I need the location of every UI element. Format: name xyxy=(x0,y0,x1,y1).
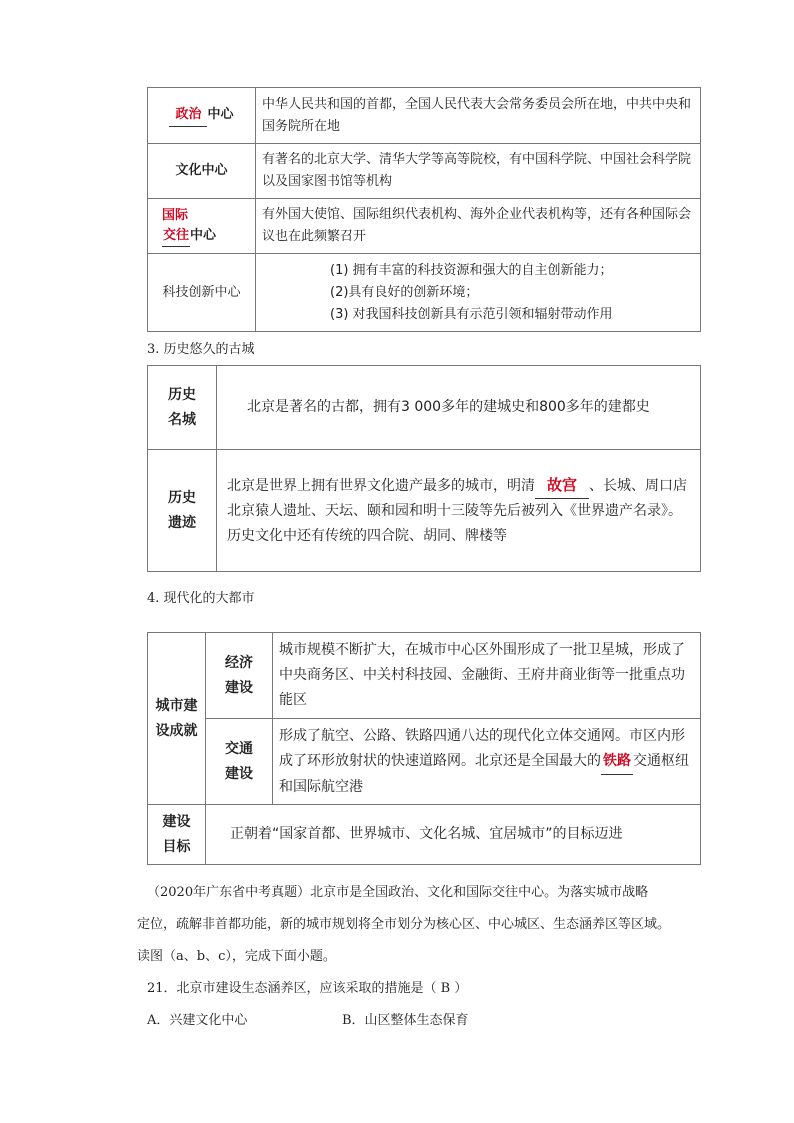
label-line: 遗迹 xyxy=(168,514,196,531)
capital-functions-table xyxy=(147,87,701,332)
cell-label xyxy=(148,450,217,572)
label-line: 经济 xyxy=(225,654,253,671)
cell-text: 形成了航空、公路、铁路四通八达的现代化立体交通网。市区内形成了环形放射状的快速道路网。北京还是全国最大的 xyxy=(279,727,685,769)
table-cell xyxy=(256,254,701,332)
modern-metropolis-table xyxy=(147,632,701,865)
label-line: 设成就 xyxy=(155,722,198,739)
text-line: 读图（a、b、c），完成下面小题。 xyxy=(137,949,336,964)
list-item: (2)具有良好的创新环境； xyxy=(330,284,479,300)
cell-text: 、长城、周口店北京猿人遗址、天坛、颐和园和明十三陵等先后被列入《世界遗产名录》。历史文化中还有传统的四合院、胡同、牌楼等 xyxy=(227,477,687,544)
text-line: 定位，疏解非首都功能，新的城市规划将全市划分为核心区、中心城区、生态涵养区等区域。 xyxy=(137,917,671,932)
answer-blank-line1: 国际 xyxy=(162,207,189,223)
table-cell: 有著名的北京大学、清华大学等高等院校，有中国科学院、中国社会科学院以及国家图书馆等机构 xyxy=(256,144,701,199)
international-center-cell xyxy=(148,199,256,254)
table-cell xyxy=(217,450,701,572)
historic-city-table xyxy=(147,365,701,572)
table-row xyxy=(148,254,701,332)
cell-label xyxy=(206,719,273,805)
table-cell: 城市规模不断扩大，在城市中心区外围形成了一批卫星城，形成了中央商务区、中关村科技园、金融街、王府井商业街等一批重点功能区 xyxy=(273,633,701,719)
label-line: 目标 xyxy=(162,838,191,855)
list-item: (1) 拥有丰富的科技资源和强大的自主创新能力； xyxy=(330,262,613,278)
text-line: （2020年广东省中考真题）北京市是全国政治、文化和国际交往中心。为落实城市战略 xyxy=(147,885,649,900)
cell-text: 北京是世界上拥有世界文化遗产最多的城市，明清 xyxy=(227,477,535,494)
cell-label: 科技创新中心 xyxy=(148,254,256,332)
label-line: 名城 xyxy=(168,411,196,428)
table-row xyxy=(148,88,701,144)
cell-label xyxy=(148,366,217,450)
label-line: 历史 xyxy=(168,489,196,506)
answer-blank: 政治 xyxy=(169,104,207,127)
question-intro xyxy=(137,877,707,973)
question-21: 21．北京市建设生态涵养区，应该采取的措施是（ B ） xyxy=(147,981,468,996)
section-heading: 3. 历史悠久的古城 xyxy=(147,342,255,357)
list-item: (3) 对我国科技创新具有示范引领和辐射带动作用 xyxy=(330,306,613,322)
table-row xyxy=(148,805,701,865)
table-cell: 正朝着“国家首都、世界城市、文化名城、宜居城市”的目标迈进 xyxy=(206,805,701,865)
answer-blank: 铁路 xyxy=(601,749,633,775)
political-center-cell xyxy=(148,88,256,144)
cell-label-suffix: 中心 xyxy=(207,107,234,122)
table-row xyxy=(148,199,701,254)
answer-blank: 交往 xyxy=(162,226,190,247)
option-b: B．山区整体生态保育 xyxy=(342,1013,469,1028)
table-row xyxy=(148,633,701,719)
table-row xyxy=(148,144,701,199)
cell-label xyxy=(206,633,273,719)
option-a: A．兴建文化中心 xyxy=(147,1013,248,1028)
table-row xyxy=(148,366,701,450)
label-line: 交通 xyxy=(225,740,253,757)
cell-label xyxy=(148,805,206,865)
label-line: 建设 xyxy=(162,813,191,830)
label-line: 城市建 xyxy=(155,697,198,714)
group-label xyxy=(148,633,206,805)
cell-text: 交通枢纽和国际航空港 xyxy=(279,752,689,795)
table-row xyxy=(148,719,701,805)
label-line: 建设 xyxy=(225,679,253,696)
table-row xyxy=(148,450,701,572)
label-line: 建设 xyxy=(225,765,253,782)
table-cell xyxy=(273,719,701,805)
table-cell: 有外国大使馆、国际组织代表机构、海外企业代表机构等，还有各种国际会议也在此频繁召开 xyxy=(256,199,701,254)
table-cell: 北京是著名的古都，拥有3 000多年的建城史和800多年的建都史 xyxy=(217,366,701,450)
section-heading: 4. 现代化的大都市 xyxy=(147,591,255,606)
answer-blank: 故宫 xyxy=(535,473,589,499)
cell-label-suffix: 中心 xyxy=(190,227,217,243)
cell-label: 文化中心 xyxy=(148,144,256,199)
table-cell: 中华人民共和国的首都，全国人民代表大会常务委员会所在地，中共中央和国务院所在地 xyxy=(256,88,701,144)
label-line: 历史 xyxy=(168,386,196,403)
